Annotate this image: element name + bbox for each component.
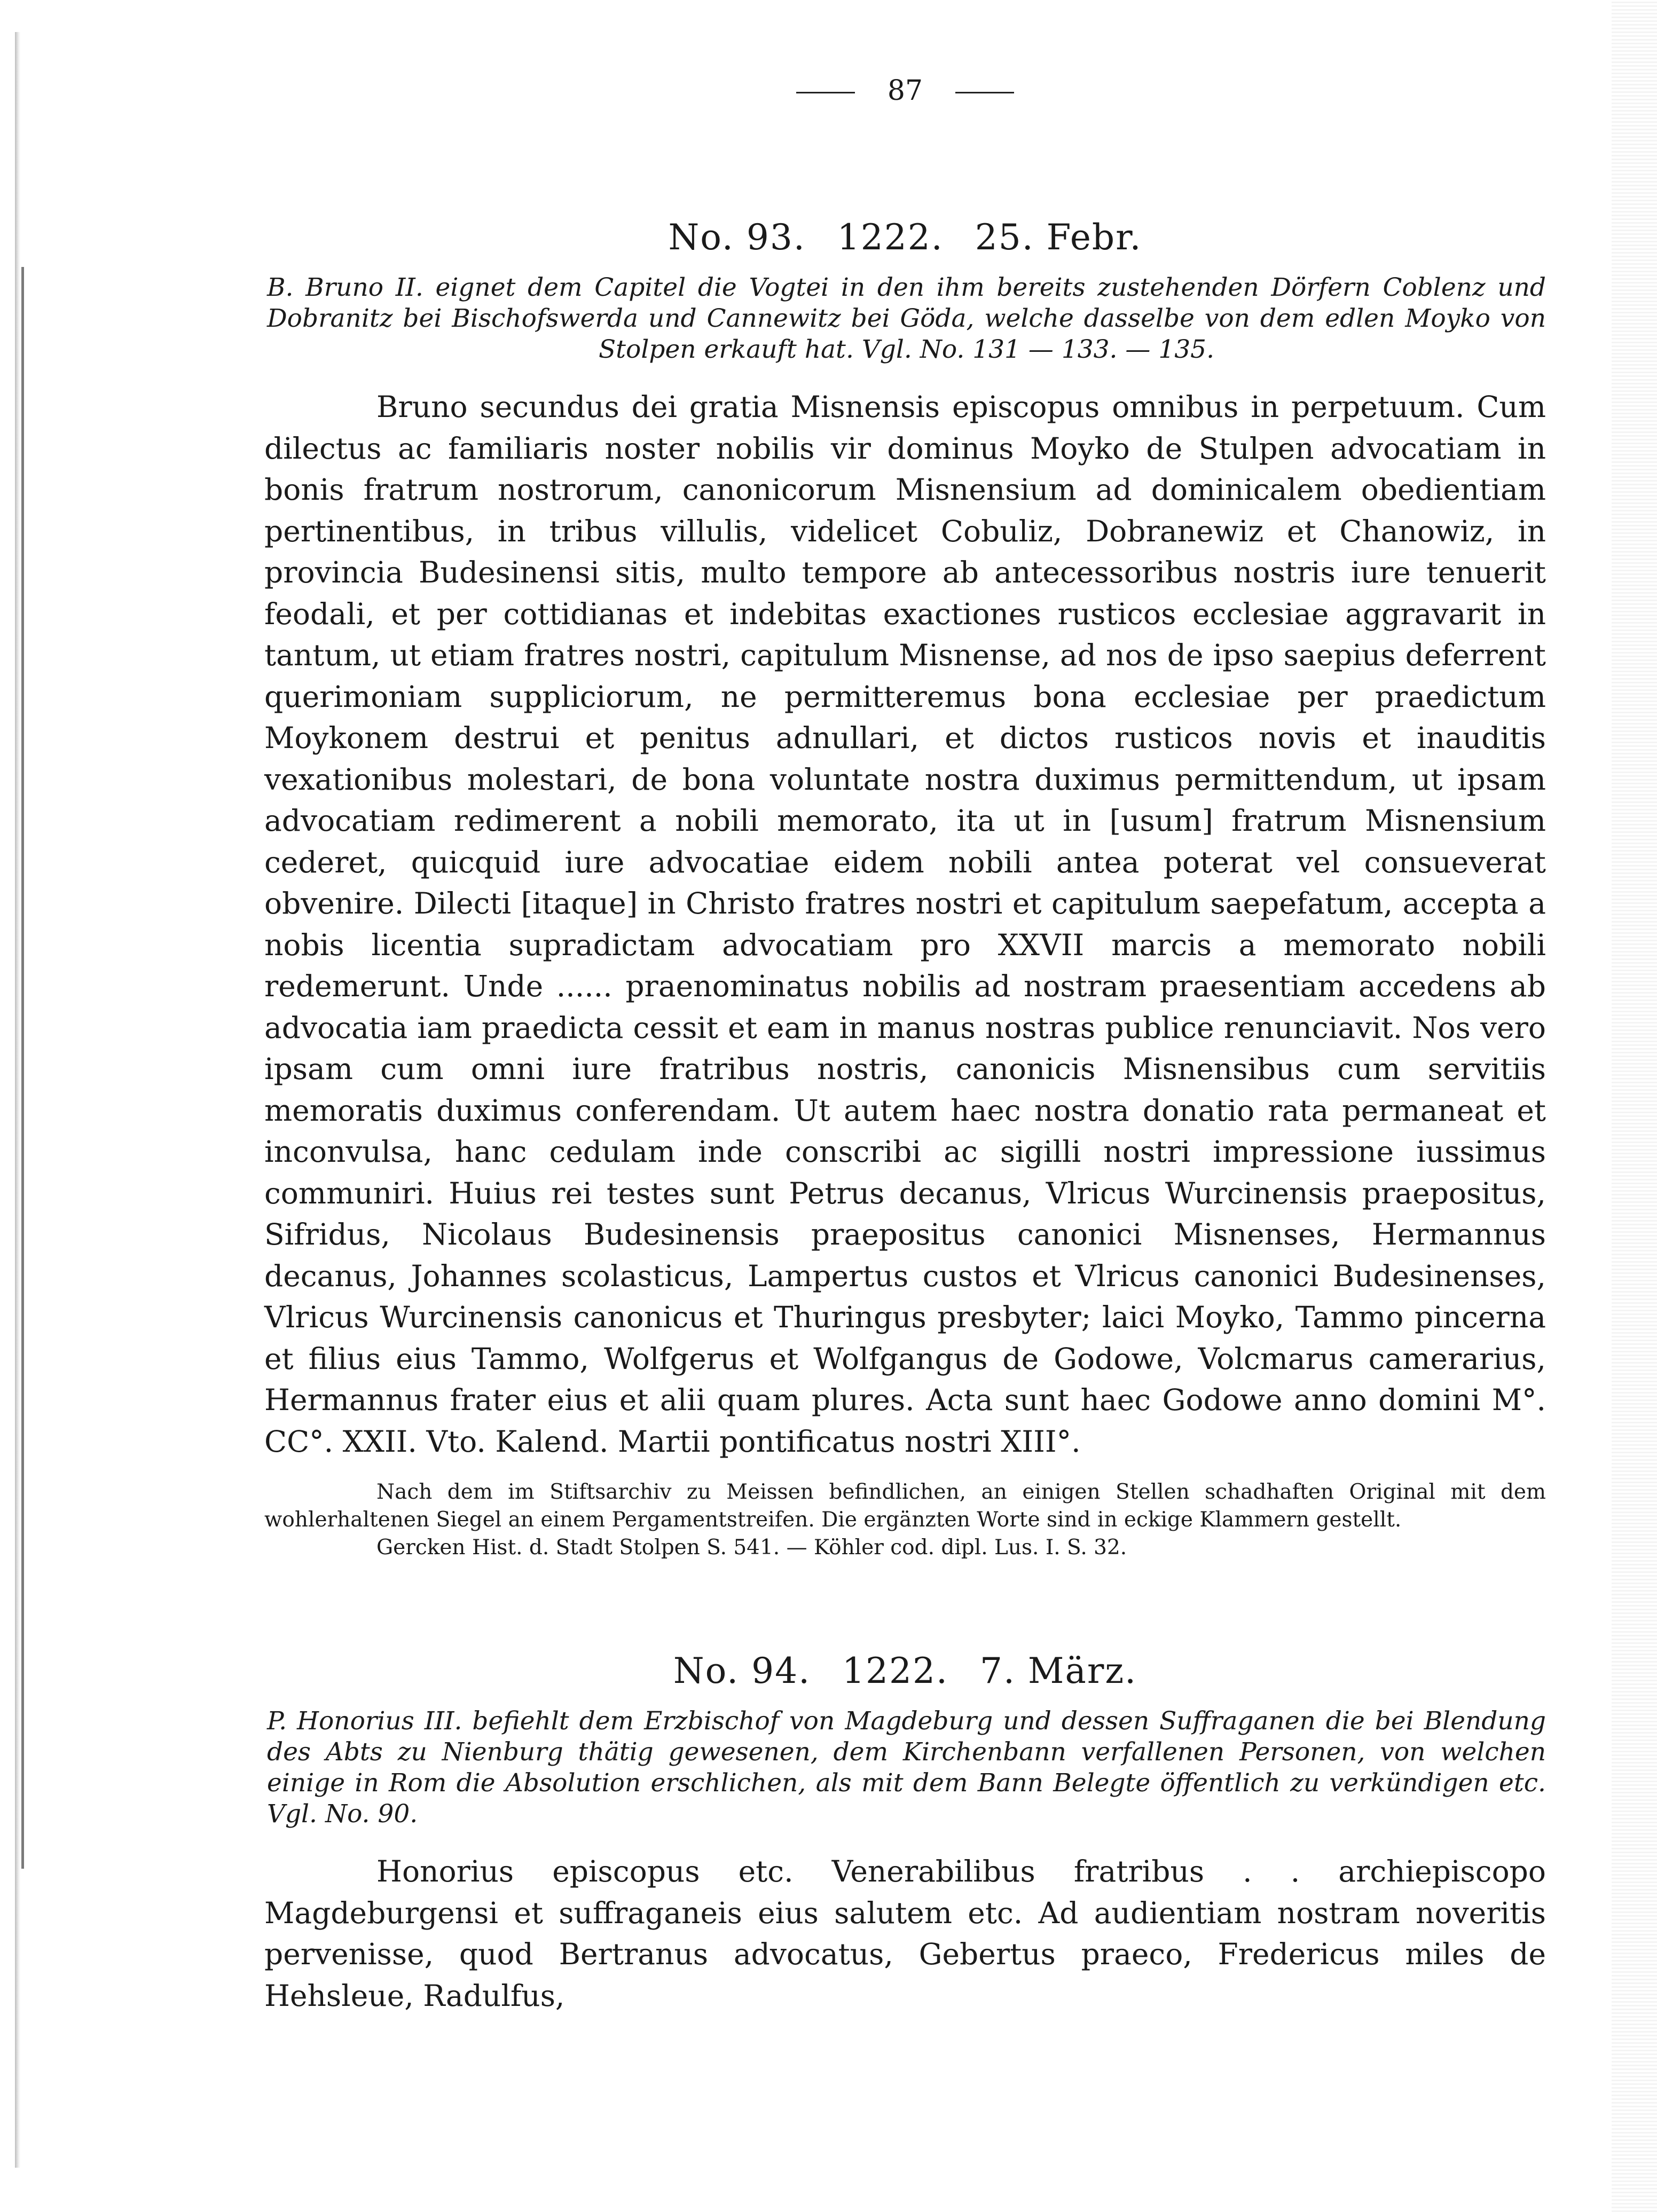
literature-note: Gercken Hist. d. Stadt Stolpen S. 541. — Köhler cod. dipl. Lus. I. S. 32. — [376, 1536, 1127, 1560]
document-text: Honorius episcopus etc. Venerabilibus fratribus . . archiepiscopo Magdeburgensi et suffraganeis eius salutem etc. Ad audientiam nostram noveritis pervenisse, quod Bertranus advocatus, Gebertus praeco, Fredericus miles de Hehsleue, Radulfus, — [264, 1854, 1546, 2013]
page-number-rule-right — [955, 92, 1014, 93]
document-regest: P. Honorius III. befiehlt dem Erzbischof von Magdeburg und dessen Suffraganen die bei Blendung des Abts zu Nienburg thätig gewesenen, dem Kirchenbann verfallenen Personen, von welchen einige in Rom die Absolution erschlichen, als mit dem Bann Belegte öffentlich zu verkündigen etc. Vgl. No. 90. — [267, 1706, 1546, 1829]
scan-edge-left — [15, 32, 20, 2168]
document-year: 1222. — [842, 1650, 948, 1691]
scan-edge-right — [1612, 0, 1657, 2212]
document-text: Bruno secundus dei gratia Misnensis episcopus omnibus in perpetuum. Cum dilectus ac familiaris noster nobilis vir dominus Moyko de Stulpen advocatiam in bonis fratrum nostrorum, canonicorum Misnensium ad dominicalem obedientiam pertinentibus, in tribus villulis, videlicet Cobuliz, Dobranewiz et Chanowiz, in provincia Budesinensi sitis, multo tempore ab antecessoribus nostris iure tenuerit feodali, et per cottidianas et indebitas exactiones rusticos ecclesiae aggravarit in tantum, ut etiam fratres nostri, capitulum Misnense, ad nos de ipso saepius deferrent querimoniam suppliciorum, ne permitteremus bona ecclesiae per praedictum Moykonem destrui et penitus adnullari, et dictos rusticos novis et inauditis vexationibus molestari, de bona voluntate nostra duximus permittendum, ut ipsam advocatiam redimerent a nobili memorato, ita ut in [usum] fratrum Misnensium cederet, quicquid iure advocatiae eidem nobili antea poterat vel consueverat obvenire. Dilecti [itaque] in Christo fratres nostri et capitulum saepefatum, accepta a nobis licentia supradictam advocatiam pro XXVII marcis a memorato nobili redemerunt. Unde ...... praenominatus nobilis ad nostram praesentiam accedens ab advocatia iam praedicta cessit et eam in manus nostras publice renunciavit. Nos vero ipsam cum omni iure fratribus nostris, canonicis Misnensibus cum servitiis memoratis duximus conferendam. Ut autem haec nostra donatio rata permaneat et inconvulsa, hanc cedulam inde conscribi ac sigilli nostri impressione iussimus communiri. Huius rei testes sunt Petrus decanus, Vlricus Wurcinensis praepositus, Sifridus, Nicolaus Budesinensis praepositus canonici Misnenses, Hermannus decanus, Johannes scolasticus, Lampertus custos et Vlricus canonici Budesinenses, Vlricus Wurcinensis canonicus et Thuringus presbyter; laici Moyko, Tammo pincerna et filius eius Tammo, Wolfgerus et Wolfgangus de Godowe, Volcmarus camerarius, Hermannus frater eius et alii quam plures. Acta sunt haec Godowe anno domini M°. CC°. XXII. Vto. Kalend. Martii pontificatus nostri XIII°. — [264, 390, 1546, 1459]
page-number-rule-left — [796, 92, 855, 93]
page-number-line — [264, 69, 1546, 112]
document-date: 25. Febr. — [975, 217, 1142, 258]
source-note: Nach dem im Stiftsarchiv zu Meissen befindlichen, an einigen Stellen schadhaften Original mit dem wohlerhaltenen Siegel an einem Pergamentstreifen. Die ergänzten Worte sind in eckige Klammern gestellt. — [264, 1480, 1546, 1532]
page-number: 87 — [887, 75, 923, 107]
document-date: 7. März. — [979, 1650, 1137, 1691]
document-number: No. 93. — [668, 217, 806, 258]
document-regest: B. Bruno II. eignet dem Capitel die Vogtei in den ihm bereits zustehenden Dörfern Coblenz und Dobranitz bei Bischofswerda und Cannewitz bei Göda, welche dasselbe von dem edlen Moyko von Stolpen erkauft hat. Vgl. No. 131 — 133. — 135. — [267, 273, 1546, 364]
page — [264, 69, 1546, 2152]
document-year: 1222. — [837, 217, 944, 258]
document-heading — [264, 214, 1546, 262]
scan-edge-shadow — [21, 267, 24, 1869]
document-heading — [264, 1647, 1546, 1695]
document-number: No. 94. — [673, 1650, 811, 1691]
